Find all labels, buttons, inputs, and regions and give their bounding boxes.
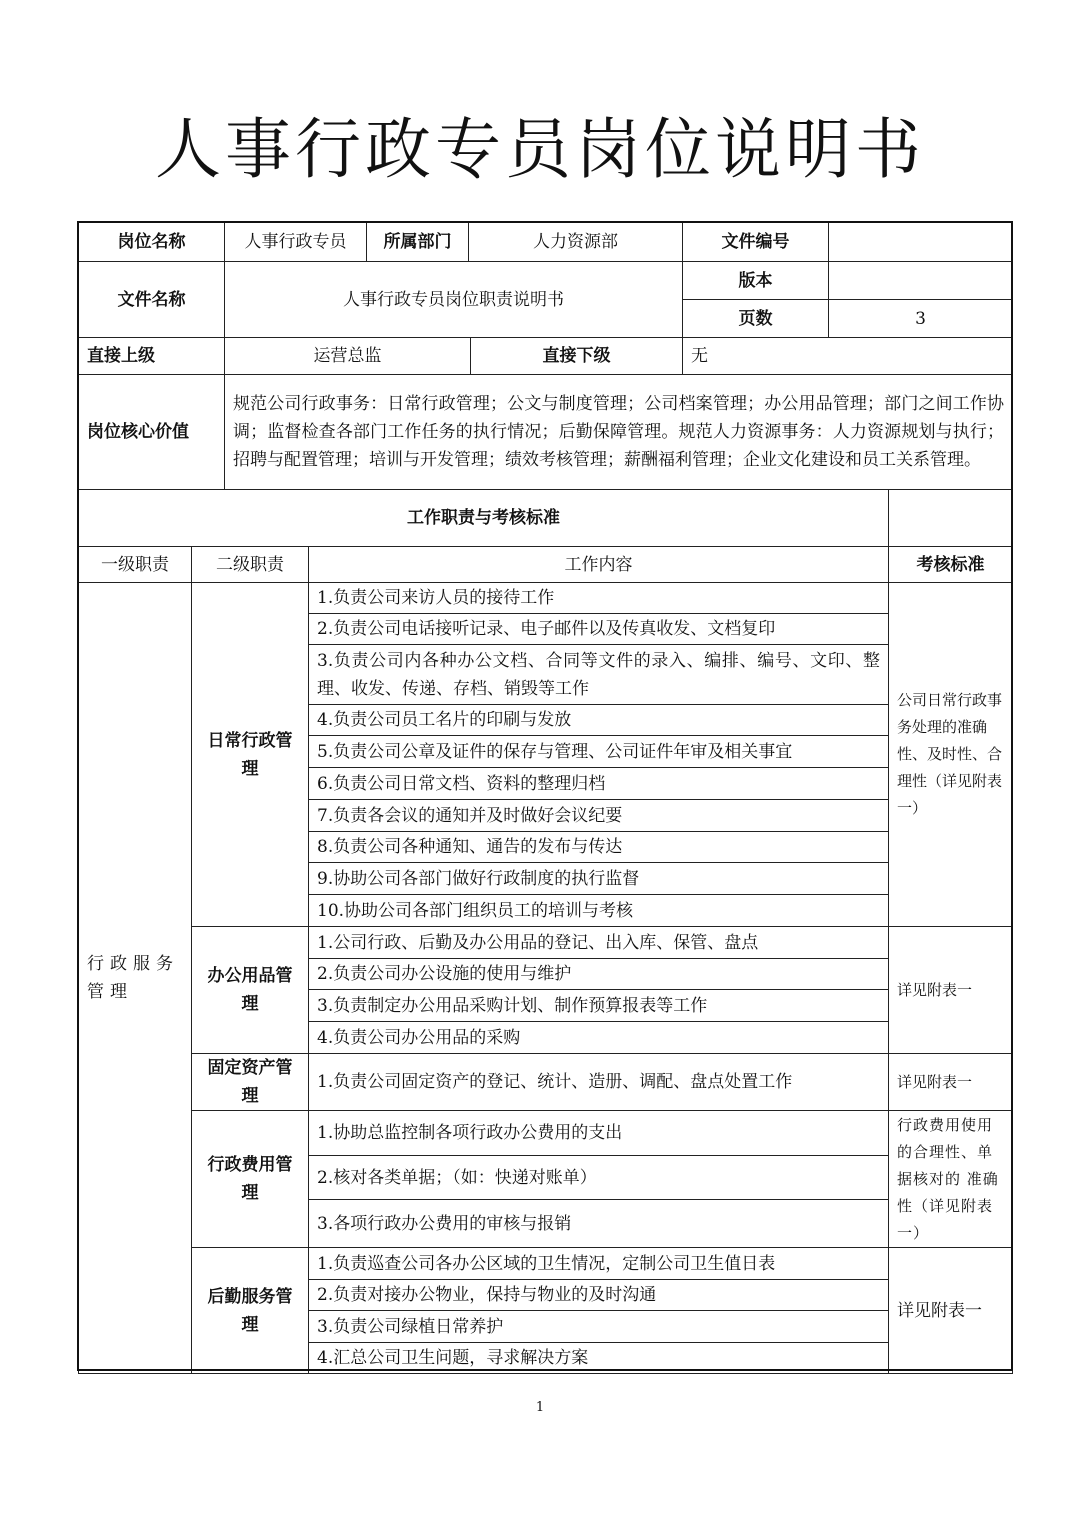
level2-office-supplies: 办公用品管理 xyxy=(192,927,309,1054)
pages-value: 3 xyxy=(829,300,1013,338)
duties-section-title-blank xyxy=(889,490,1013,547)
list-item: 4.负责公司员工名片的印刷与发放 xyxy=(309,705,889,736)
col-level1-header: 一级职责 xyxy=(79,547,192,583)
level1-duty: 行政服务管理 xyxy=(79,583,192,1374)
page-number: 1 xyxy=(535,1400,545,1415)
subordinate-label: 直接下级 xyxy=(471,338,683,375)
page-title: 人事行政专员岗位说明书 xyxy=(155,111,925,188)
standard-office-supplies: 详见附表一 xyxy=(889,927,1013,1054)
list-item: 1.负责公司固定资产的登记、统计、造册、调配、盘点处置工作 xyxy=(309,1054,889,1111)
list-item: 1.公司行政、后勤及办公用品的登记、出入库、保管、盘点 xyxy=(309,927,889,959)
col-standard-header: 考核标准 xyxy=(889,547,1013,583)
standard-daily-admin: 公司日常行政事务处理的准确性、及时性、合理性（详见附表一） xyxy=(889,583,1013,927)
standard-admin-expenses: 行政费用使用的合理性、单据核对的 准确性（详见附表一） xyxy=(889,1111,1013,1248)
file-name-label: 文件名称 xyxy=(79,262,225,338)
duties-table xyxy=(78,489,1013,1374)
doc-no-label: 文件编号 xyxy=(683,223,829,262)
duties-section-title: 工作职责与考核标准 xyxy=(79,490,889,547)
list-item: 1.协助总监控制各项行政办公费用的支出 xyxy=(309,1111,889,1156)
list-item: 1.负责巡查公司各办公区域的卫生情况，定制公司卫生值日表 xyxy=(309,1248,889,1280)
version-label: 版本 xyxy=(683,262,829,300)
department-value: 人力资源部 xyxy=(469,223,683,262)
reporting-table xyxy=(78,337,1013,490)
list-item: 6.负责公司日常文档、资料的整理归档 xyxy=(309,768,889,800)
list-item: 2.负责公司办公设施的使用与维护 xyxy=(309,959,889,990)
superior-value: 运营总监 xyxy=(225,338,471,375)
doc-no-value xyxy=(829,223,1013,262)
list-item: 3.负责制定办公用品采购计划、制作预算报表等工作 xyxy=(309,990,889,1022)
list-item: 8.负责公司各种通知、通告的发布与传达 xyxy=(309,832,889,863)
level2-admin-expenses: 行政费用管理 xyxy=(192,1111,309,1248)
subordinate-value: 无 xyxy=(683,338,1013,375)
position-name-value: 人事行政专员 xyxy=(225,223,367,262)
file-name-value: 人事行政专员岗位职责说明书 xyxy=(225,262,683,338)
version-value xyxy=(829,262,1013,300)
standard-logistics: 详见附表一 xyxy=(889,1248,1013,1374)
col-content-header: 工作内容 xyxy=(309,547,889,583)
pages-label: 页数 xyxy=(683,300,829,338)
superior-label: 直接上级 xyxy=(79,338,225,375)
core-value-text: 规范公司行政事务：日常行政管理；公文与制度管理；公司档案管理；办公用品管理；部门之间工作协调；监督检查各部门工作任务的执行情况；后勤保障管理。规范人力资源事务：人力资源规划与执行；招聘与配置管理；培训与开发管理；绩效考核管理；薪酬福利管理；企业文化建设和员工关系管理。 xyxy=(225,375,1013,490)
job-info-table xyxy=(78,222,1013,338)
level2-daily-admin: 日常行政管理 xyxy=(192,583,309,927)
list-item: 3.负责公司内各种办公文档、合同等文件的录入、编排、编号、文印、整理、收发、传递、存档、销毁等工作 xyxy=(309,645,889,705)
list-item: 2.负责对接办公物业，保持与物业的及时沟通 xyxy=(309,1280,889,1311)
col-level2-header: 二级职责 xyxy=(192,547,309,583)
list-item: 1.负责公司来访人员的接待工作 xyxy=(309,583,889,614)
list-item: 3.负责公司绿植日常养护 xyxy=(309,1311,889,1343)
level2-fixed-assets: 固定资产管理 xyxy=(192,1054,309,1111)
list-item: 3.各项行政办公费用的审核与报销 xyxy=(309,1200,889,1248)
level2-logistics: 后勤服务管理 xyxy=(192,1248,309,1374)
list-item: 4.汇总公司卫生问题，寻求解决方案 xyxy=(309,1343,889,1374)
position-name-label: 岗位名称 xyxy=(79,223,225,262)
list-item: 4.负责公司办公用品的采购 xyxy=(309,1022,889,1054)
department-label: 所属部门 xyxy=(367,223,469,262)
list-item: 2.负责公司电话接听记录、电子邮件以及传真收发、文档复印 xyxy=(309,614,889,645)
list-item: 5.负责公司公章及证件的保存与管理、公司证件年审及相关事宜 xyxy=(309,736,889,768)
list-item: 7.负责各会议的通知并及时做好会议纪要 xyxy=(309,800,889,832)
list-item: 10.协助公司各部门组织员工的培训与考核 xyxy=(309,895,889,927)
standard-fixed-assets: 详见附表一 xyxy=(889,1054,1013,1111)
core-value-label: 岗位核心价值 xyxy=(79,375,225,490)
list-item: 2.核对各类单据；（如：快递对账单） xyxy=(309,1156,889,1200)
list-item: 9.协助公司各部门做好行政制度的执行监督 xyxy=(309,863,889,895)
